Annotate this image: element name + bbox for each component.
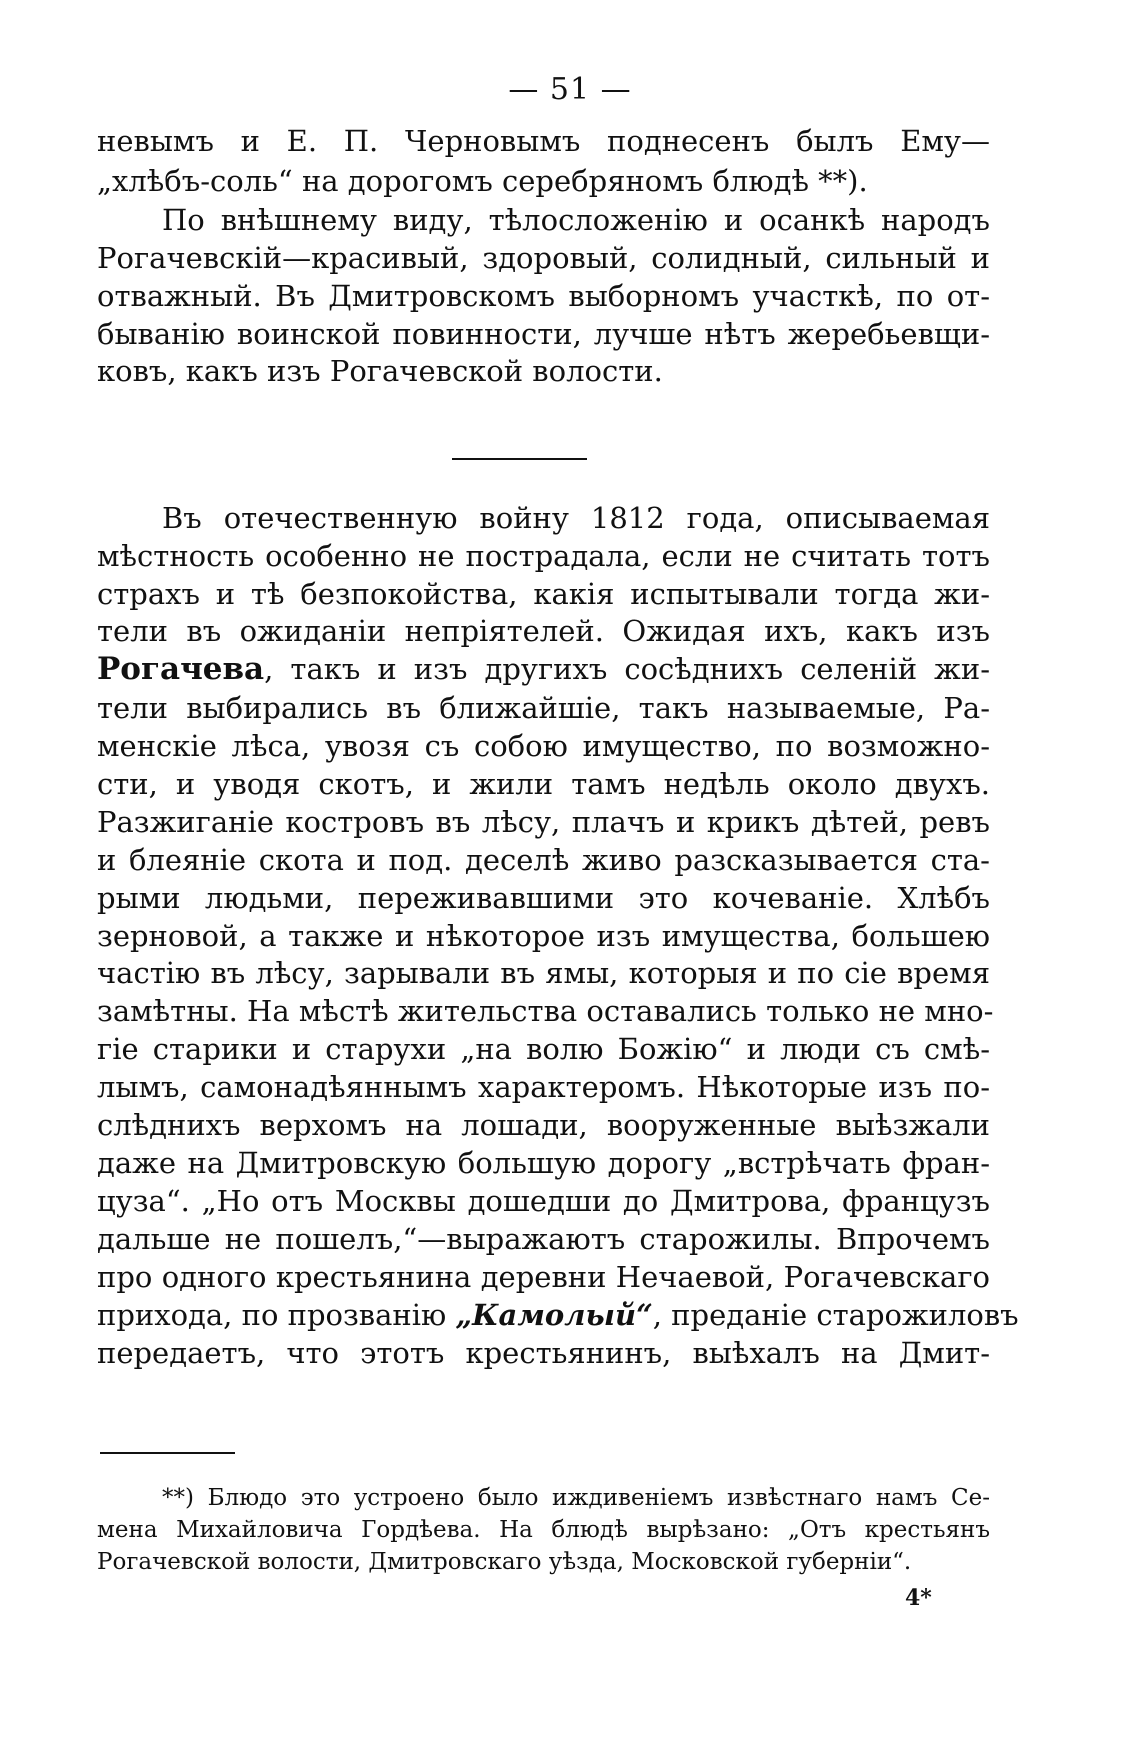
text-line: невымъ и Е. П. Черновымъ поднесенъ былъ Ему— (97, 124, 990, 158)
text-line: зерновой, а также и нѣкоторое изъ имущества, большею (97, 919, 990, 953)
text-line: ковъ, какъ изъ Рогачевской волости. (97, 354, 663, 388)
signature-mark: 4* (905, 1585, 932, 1611)
text-line: даже на Дмитровскую большую дорогу „встрѣчать фран- (97, 1146, 990, 1180)
text-line: менскіе лѣса, увозя съ собою имущество, по возможно- (97, 729, 990, 763)
text-line: Рогачевскій—красивый, здоровый, солидный, сильный и (97, 241, 990, 275)
text-line: цуза“. „Но отъ Москвы дошедши до Дмитрова, французъ (97, 1184, 990, 1218)
text-line: тели выбирались въ ближайшіе, такъ называемые, Ра- (97, 691, 990, 725)
text-line: и блеяніе скота и под. деселѣ живо разсказывается ста- (97, 843, 990, 877)
text-line (97, 649, 990, 689)
text-line: передаетъ, что этотъ крестьянинъ, выѣхалъ на Дмит- (97, 1336, 990, 1370)
text-line: отважный. Въ Дмитровскомъ выборномъ участкѣ, по от- (97, 279, 990, 313)
text-line: „хлѣбъ-соль“ на дорогомъ серебряномъ блюдѣ **). (97, 164, 868, 198)
text-line: Разжиганіе костровъ въ лѣсу, плачъ и крикъ дѣтей, ревъ (97, 805, 990, 839)
text-line: страхъ и тѣ безпокойства, какія испытывали тогда жи- (97, 577, 990, 611)
text-line: сти, и уводя скотъ, и жили тамъ недѣль около двухъ. (97, 767, 990, 801)
text-line: быванію воинской повинности, лучше нѣтъ жеребьевщи- (97, 317, 990, 351)
text-line: По внѣшнему виду, тѣлосложенію и осанкѣ народъ (162, 203, 990, 237)
text-line: гіе старики и старухи „на волю Божію“ и люди съ смѣ- (97, 1032, 990, 1066)
text-line (97, 1295, 1019, 1335)
text-fragment: прихода, по прозванію (97, 1298, 456, 1332)
text-line: рыми людьми, переживавшими это кочеваніе. Хлѣбъ (97, 881, 990, 915)
text-line: слѣднихъ верхомъ на лошади, вооруженные выѣзжали (97, 1108, 990, 1142)
text-line: тели въ ожиданіи непріятелей. Ожидая ихъ, какъ изъ (97, 614, 990, 648)
text-fragment: , преданіе старожиловъ (652, 1298, 1019, 1332)
text-fragment: , такъ и изъ другихъ сосѣднихъ селеній жи- (264, 652, 990, 686)
text-line: Въ отечественную войну 1812 года, описываемая (162, 501, 990, 535)
text-line: дальше не пошелъ,“—выражаютъ старожилы. Впрочемъ (97, 1222, 990, 1256)
text-line: частію въ лѣсу, зарывали въ ямы, которыя и по сіе время (97, 956, 990, 990)
footnote-line: мена Михайловича Гордѣева. На блюдѣ вырѣзано: „Отъ крестьянъ (97, 1517, 990, 1543)
text-line: про одного крестьянина деревни Нечаевой, Рогачевскаго (97, 1260, 990, 1294)
text-line: мѣстность особенно не пострадала, если не считать тотъ (97, 539, 990, 573)
text-line: лымъ, самонадѣяннымъ характеромъ. Нѣкоторые изъ по- (97, 1070, 990, 1104)
footnote-line: **) Блюдо это устроено было иждивеніемъ извѣстнаго намъ Се- (162, 1485, 990, 1511)
footnote-line: Рогачевской волости, Дмитровскаго уѣзда, Московской губерніи“. (97, 1549, 912, 1575)
page-number: — 51 — (508, 72, 632, 107)
footnote-divider (100, 1452, 235, 1454)
text-line: замѣтны. На мѣстѣ жительства оставались только не мно- (97, 994, 994, 1028)
section-divider (452, 458, 587, 460)
italic-nickname: „Камолый“ (455, 1298, 653, 1332)
bold-place-name: Рогачева (97, 651, 265, 687)
